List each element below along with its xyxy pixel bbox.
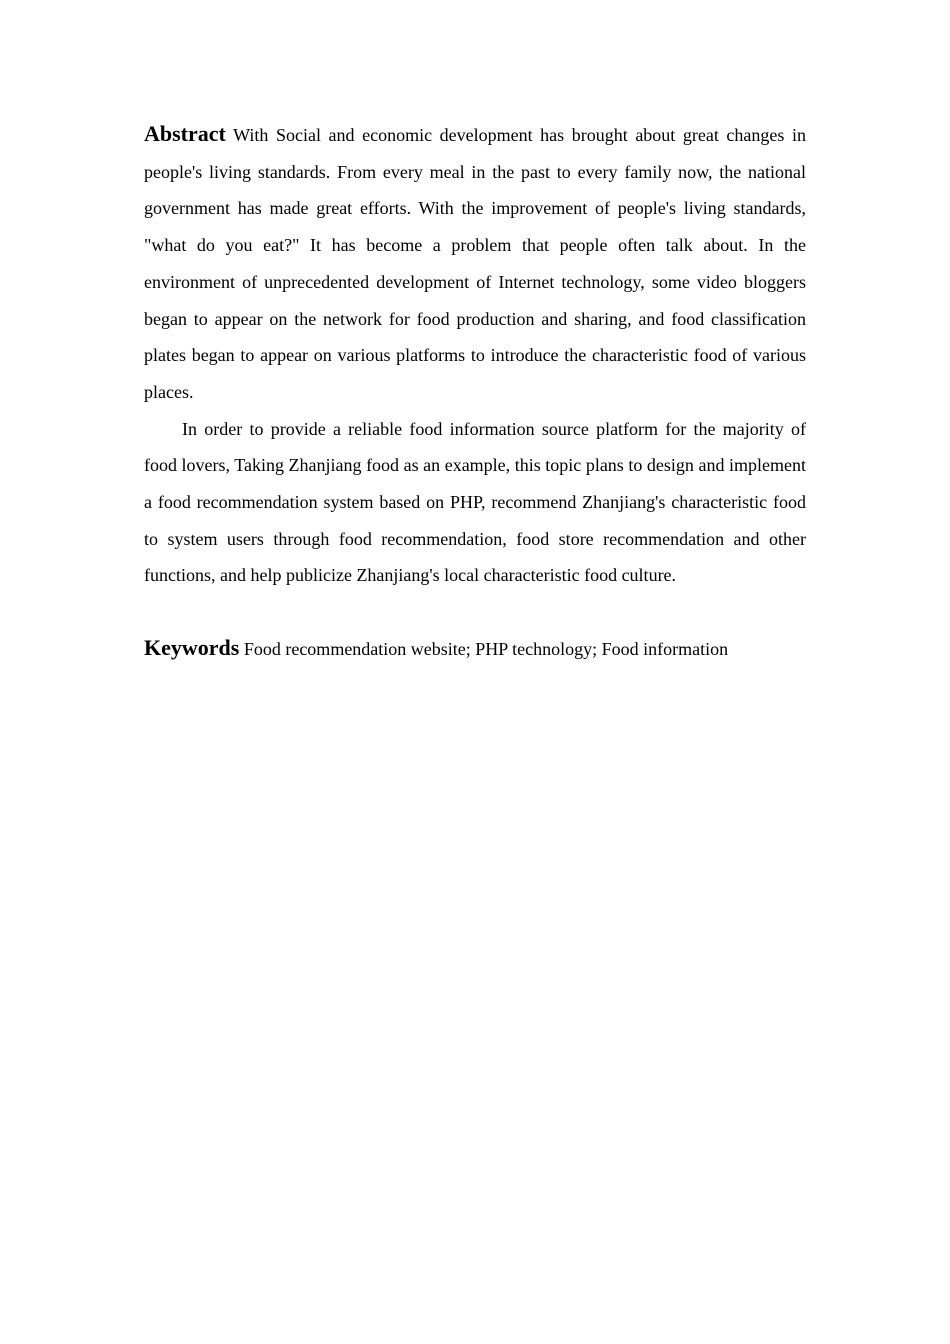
keywords-line [144, 630, 806, 668]
abstract-heading: Abstract [144, 121, 226, 146]
abstract-paragraph-1 [144, 116, 806, 411]
abstract-paragraph-1-text: With Social and economic development has brought about great changes in people's living standards. From every meal in the past to every family now, the national government has made great efforts. With the improvement of people's living standards, "what do you eat?" It has become a problem that people often talk about. In the environment of unprecedented development of Internet technology, some video bloggers began to appear on the network for food production and sharing, and food classification plates began to appear on various platforms to introduce the characteristic food of various places. [144, 125, 806, 402]
keywords-heading: Keywords [144, 635, 240, 661]
abstract-paragraph-2: In order to provide a reliable food information source platform for the majority of food lovers, Taking Zhanjiang food as an example, this topic plans to design and implement a food recommendation system based on PHP, recommend Zhanjiang's characteristic food to system users through food recommendation, food store recommendation and other functions, and help publicize Zhanjiang's local characteristic food culture. [144, 418, 806, 586]
abstract-section [144, 116, 806, 668]
keywords-text: Food recommendation website; PHP technology; Food information [243, 639, 729, 660]
